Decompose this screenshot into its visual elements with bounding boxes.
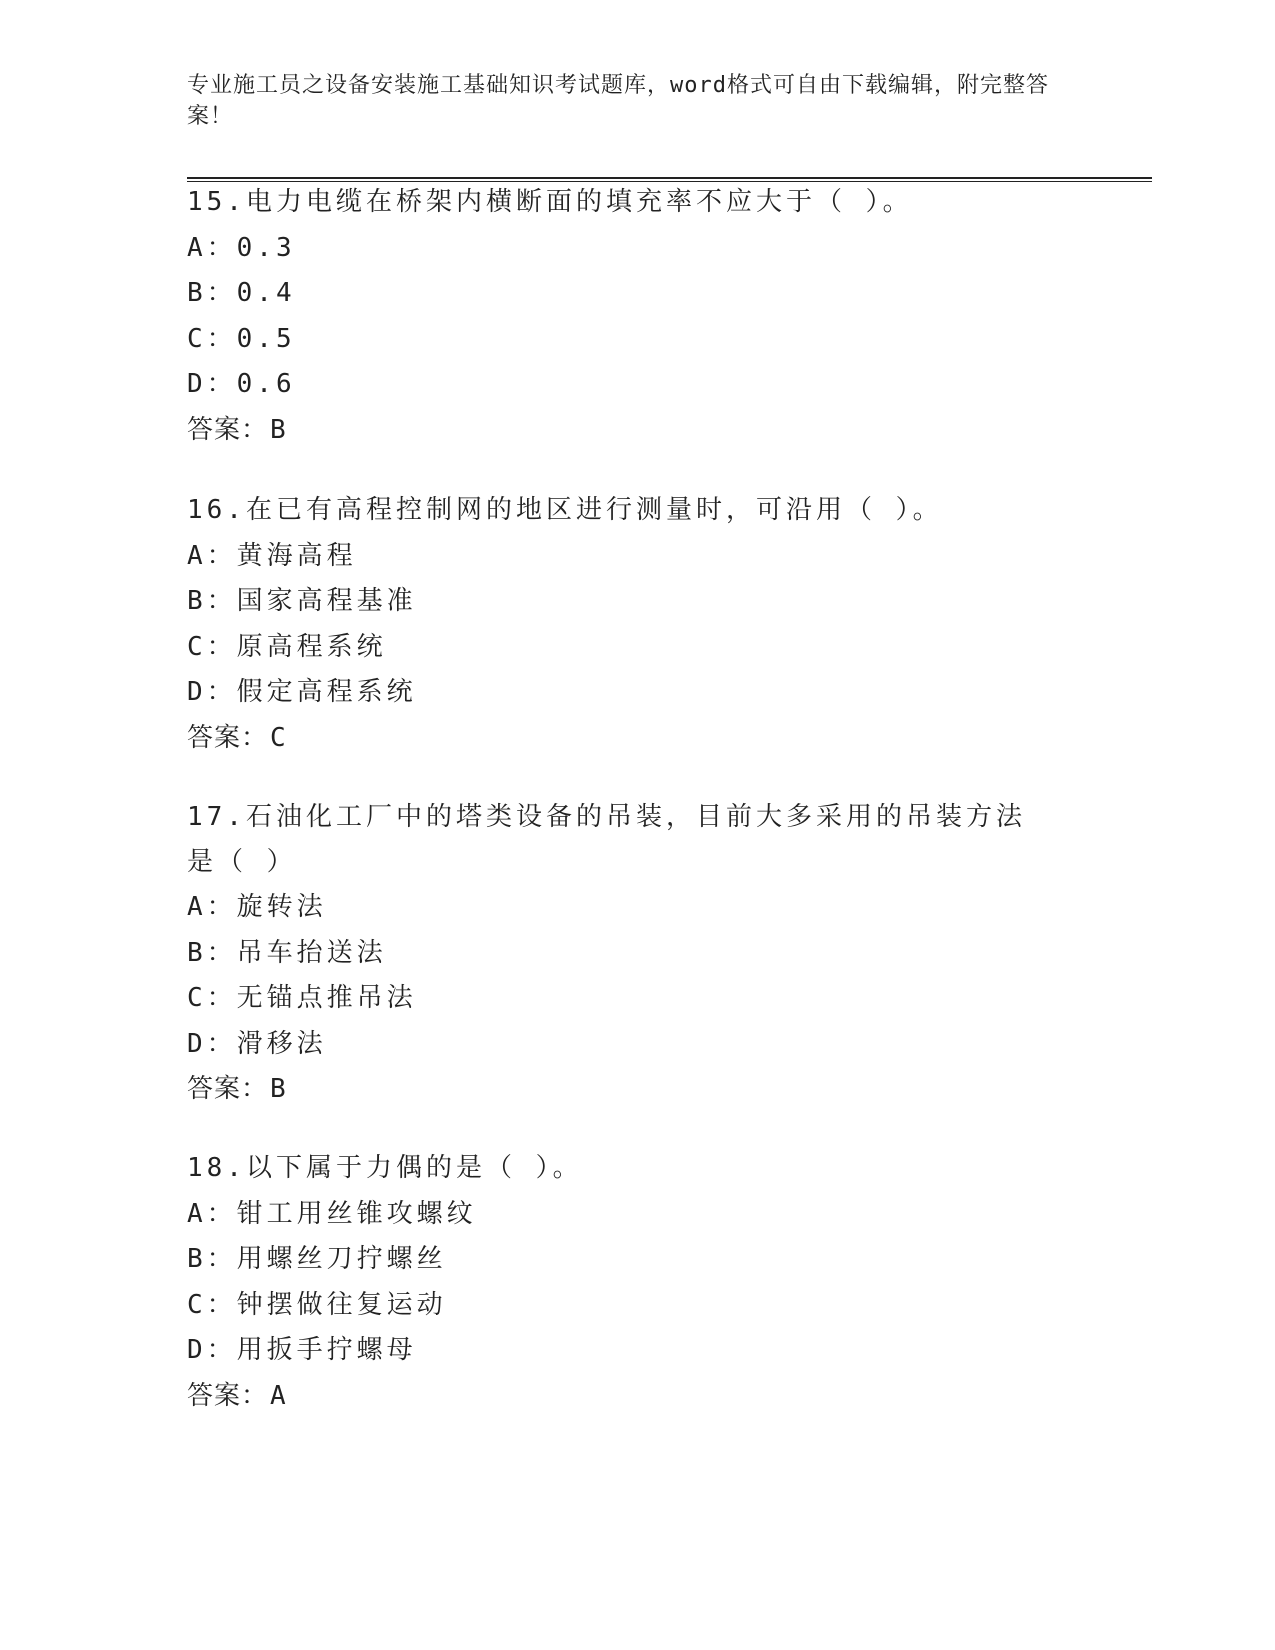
- answer-line: [187, 408, 1067, 454]
- option-c: C：钟摆做往复运动: [187, 1289, 447, 1320]
- option-a: A：钳工用丝锥攻螺纹: [187, 1198, 477, 1229]
- question-stem: 18.以下属于力偶的是（ ）。: [187, 1153, 583, 1183]
- option-a: A：黄海高程: [187, 540, 357, 571]
- option-d: D：用扳手拧螺母: [187, 1335, 417, 1365]
- question-block: [187, 1146, 1067, 1419]
- option-d: D：0.6: [187, 369, 296, 399]
- answer-value: B: [270, 1074, 287, 1104]
- answer-value: C: [270, 722, 287, 753]
- question-block: [187, 795, 1067, 1113]
- option-c: C：0.5: [187, 323, 296, 354]
- answer-label: 答案：: [187, 1380, 269, 1411]
- option-d: D：假定高程系统: [187, 677, 417, 707]
- question-stem: 17.石油化工厂中的塔类设备的吊装，目前大多采用的吊装方法是（ ）: [187, 802, 1026, 877]
- answer-value: B: [270, 414, 287, 445]
- option-a: A：0.3: [187, 232, 296, 263]
- option-b: B：吊车抬送法: [187, 937, 387, 968]
- answer-value: A: [270, 1380, 287, 1411]
- option-c: C：无锚点推吊法: [187, 983, 417, 1013]
- answer-line: [187, 1374, 1067, 1420]
- question-stem: 15.电力电缆在桥架内横断面的填充率不应大于（ ）。: [187, 187, 913, 217]
- question-stem: 16.在已有高程控制网的地区进行测量时，可沿用（ ）。: [187, 495, 943, 525]
- option-b: B：0.4: [187, 278, 296, 308]
- document-header: 专业施工员之设备安装施工基础知识考试题库，word格式可自由下载编辑，附完整答案！: [187, 73, 1049, 129]
- question-block: [187, 488, 1067, 761]
- option-b: B：国家高程基准: [187, 586, 417, 616]
- answer-line: [187, 716, 1067, 762]
- option-d: D：滑移法: [187, 1028, 327, 1059]
- answer-label: 答案：: [187, 1074, 269, 1104]
- option-a: A：旋转法: [187, 892, 327, 922]
- question-block: [187, 180, 1067, 453]
- answer-line: [187, 1067, 1067, 1113]
- answer-label: 答案：: [187, 722, 269, 753]
- answer-label: 答案：: [187, 414, 269, 445]
- option-c: C：原高程系统: [187, 631, 387, 662]
- option-b: B：用螺丝刀拧螺丝: [187, 1244, 447, 1274]
